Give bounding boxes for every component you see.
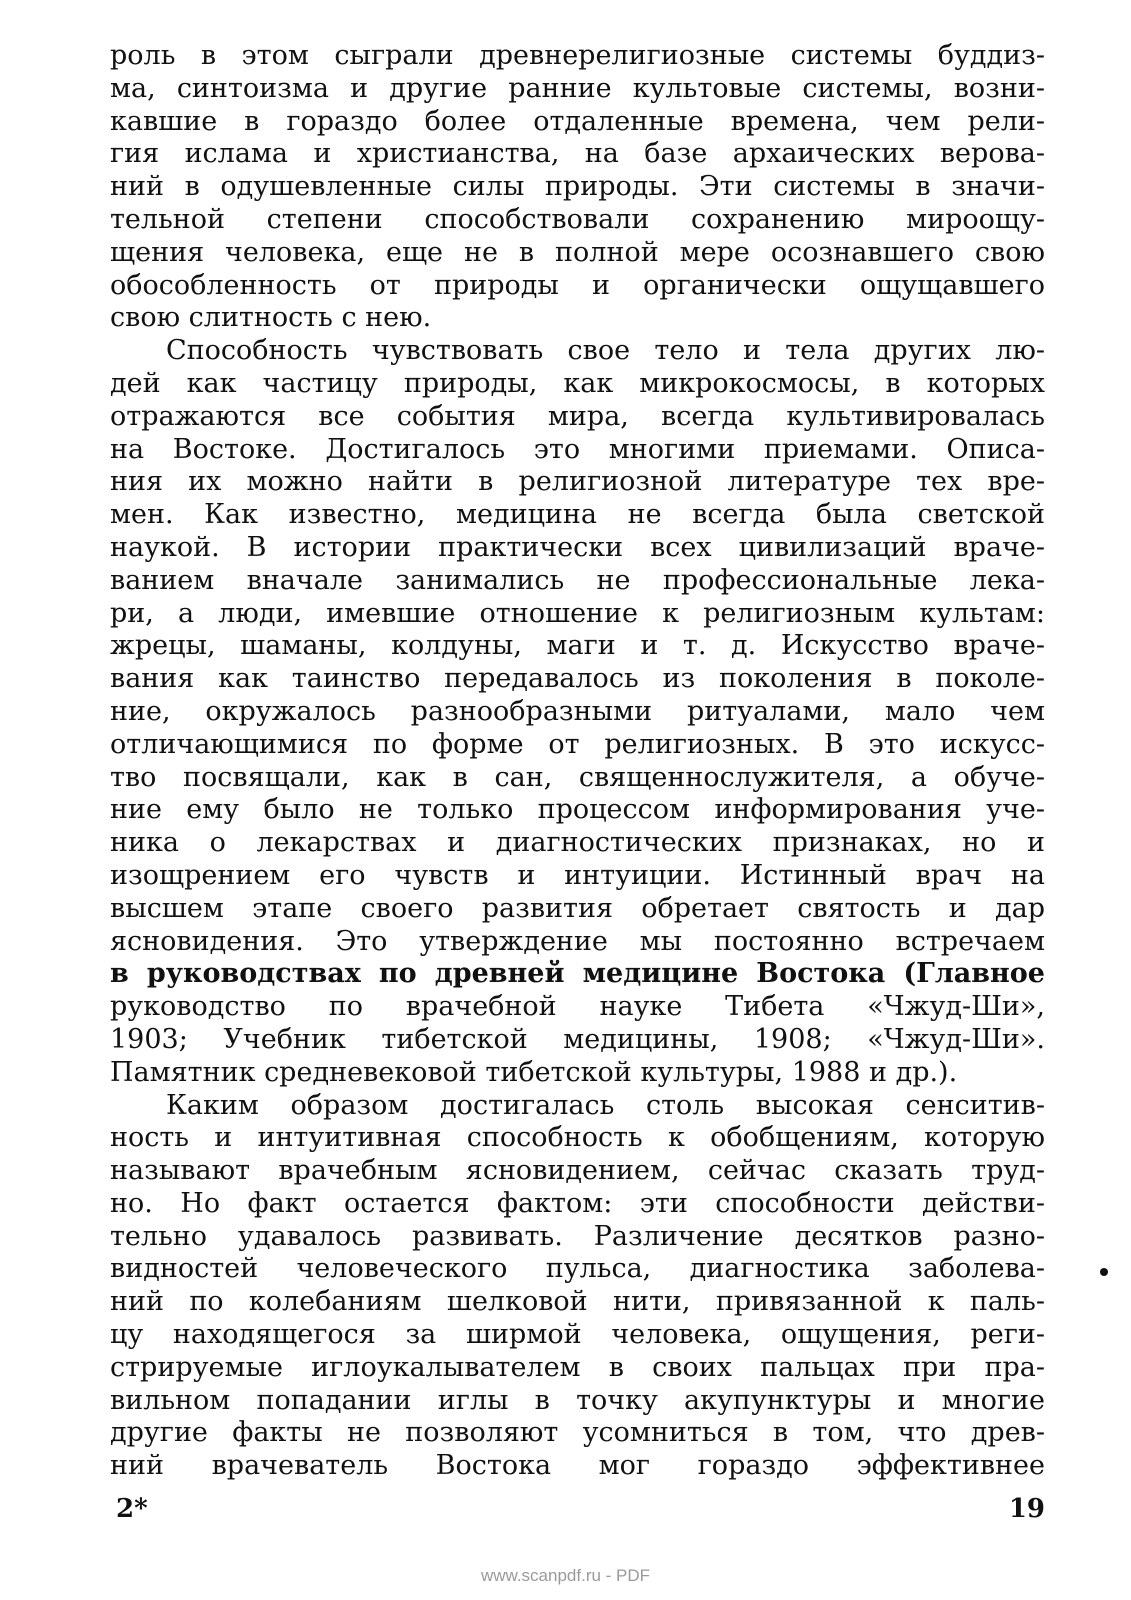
text-line: изощрением его чувств и интуиции. Истинный врач на [110, 859, 1045, 891]
text-line: ний в одушевленные силы природы. Эти системы в значи- [110, 171, 1045, 203]
text-line: тво посвящали, как в сан, священнослужителя, а обуче- [110, 761, 1045, 793]
watermark: www.scanpdf.ru - PDF [480, 1566, 651, 1585]
text-line: тельной степени способствовали сохранению мироощу- [110, 203, 1045, 235]
text-line: видностей человеческого пульса, диагностика заболева- [110, 1253, 1045, 1285]
text-line: наукой. В истории практически всех цивилизаций враче- [110, 531, 1045, 563]
text-line: дей как частицу природы, как микрокосмосы, в которых [110, 367, 1045, 399]
text-line: в руководствах по древней медицине Востока (Главное [110, 958, 1045, 990]
text-line: ность и интуитивная способность к обобщениям, которую [110, 1122, 1045, 1154]
text-line: называют врачебным ясновидением, сейчас сказать труд- [110, 1155, 1045, 1187]
text-line: ри, а люди, имевшие отношение к религиозным культам: [110, 597, 1045, 629]
text-line: свою слитность с нею. [110, 302, 432, 334]
text-line: ванием вначале занимались не профессиональные лека- [110, 564, 1045, 596]
text-line: обособленность от природы и органически ощущавшего [110, 269, 1045, 301]
text-line: мен. Как известно, медицина не всегда была светской [110, 499, 1045, 531]
paragraph-1 [110, 40, 1045, 335]
text-line: ние ему было не только процессом информирования уче- [110, 794, 1045, 826]
scan-speck [1100, 1268, 1108, 1276]
text-line: вильном попадании иглы в точку акупунктуры и многие [110, 1384, 1045, 1416]
text-line: 1903; Учебник тибетской медицины, 1908; «Чжуд-Ши». [110, 1023, 1045, 1055]
paragraph-2 [110, 335, 1045, 1089]
text-line: ние, окружалось разнообразными ритуалами, мало чем [110, 695, 1045, 727]
text-line: ний врачеватель Востока мог гораздо эффективнее [110, 1450, 1045, 1482]
text-line: ясновидения. Это утверждение мы постоянно встречаем [110, 925, 1045, 957]
text-line: руководство по врачебной науке Тибета «Чжуд-Ши», [110, 991, 1045, 1023]
text-line: жрецы, шаманы, колдуны, маги и т. д. Искусство враче- [110, 630, 1045, 662]
text-line: гия ислама и христианства, на базе архаических верова- [110, 138, 1045, 170]
text-line: роль в этом сыграли древнерелигиозные системы буддиз- [110, 40, 1045, 71]
text-line: стрируемые иглоукалывателем в своих пальцах при пра- [110, 1351, 1045, 1383]
text-line: ний по колебаниям шелковой нити, привязанной к паль- [110, 1286, 1045, 1318]
text-line: тельно удавалось развивать. Различение десятков разно- [110, 1220, 1045, 1252]
body-text [110, 40, 1045, 1483]
text-line: Способность чувствовать свое тело и тела других лю- [166, 335, 1045, 367]
text-line: отличающимися по форме от религиозных. В это искусс- [110, 728, 1045, 760]
text-line: ма, синтоизма и другие ранние культовые системы, возни- [110, 72, 1045, 104]
text-line: цу находящегося за ширмой человека, ощущения, реги- [110, 1319, 1045, 1351]
text-line: но. Но факт остается фактом: эти способности действи- [110, 1187, 1045, 1219]
text-line: кавшие в гораздо более отдаленные времена, чем рели- [110, 105, 1045, 137]
text-line: на Востоке. Достигалось это многими приемами. Описа- [110, 433, 1045, 465]
text-line: щения человека, еще не в полной мере осознавшего свою [110, 236, 1045, 268]
text-line: Каким образом достигалась столь высокая сенситив- [166, 1089, 1045, 1121]
text-line: Памятник средневековой тибетской культуры, 1988 и др.). [110, 1056, 958, 1088]
text-line: отражаются все события мира, всегда культивировалась [110, 400, 1045, 432]
text-line: вания как таинство передавалось из поколения в поколе- [110, 663, 1045, 695]
text-line: ния их можно найти в религиозной литературе тех вре- [110, 466, 1045, 498]
paragraph-3 [110, 1090, 1045, 1484]
text-line: другие факты не позволяют усомниться в том, что древ- [110, 1417, 1045, 1449]
text-line: высшем этапе своего развития обретает святость и дар [110, 892, 1045, 924]
signature-mark: 2* [116, 1494, 148, 1524]
page-number: 19 [1008, 1494, 1045, 1524]
text-line: ника о лекарствах и диагностических признаках, но и [110, 827, 1045, 859]
